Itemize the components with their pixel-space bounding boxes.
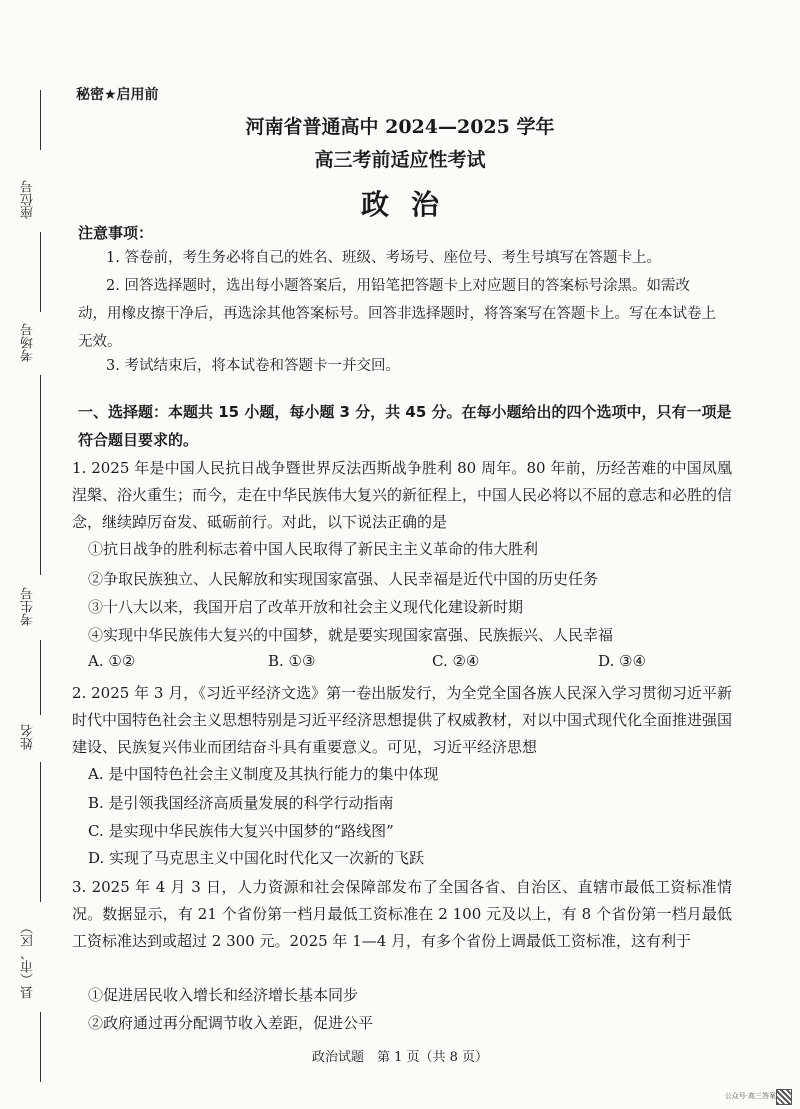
q3-item: ②政府通过再分配调节收入差距，促进公平 (88, 1014, 374, 1032)
notice-item: 3. 考试结束后，将本试卷和答题卡一并交回。 (106, 358, 400, 374)
question-3-stem: 3. 2025 年 4 月 3 日，人力资源和社会保障部发布了全国各省、自治区、直辖市最低工资标准情况。数据显示，有 21 个省份第一档月最低工资标准在 2 100 元及以上，有 8 个省份第一档月最低工资标准达到或超过 2 300 元。2025 年 1—4 月，有多个省份上调最低工资标准，这有利于 (72, 878, 732, 950)
notice-item: 2. 回答选择题时，选出每小题答案后，用铅笔把答题卡上对应题目的答案标号涂黑。如需改动，用橡皮擦干净后，再选涂其他答案标号。回答非选择题时，将答案写在答题卡上。写在本试卷上无效。 (78, 278, 716, 350)
q1-item: ②争取民族独立、人民解放和实现国家富强、人民幸福是近代中国的历史任务 (88, 570, 599, 588)
margin-line (40, 640, 41, 715)
exam-title: 河南省普通高中 2024—2025 学年 (245, 116, 555, 138)
exam-subtitle: 高三考前适应性考试 (314, 149, 486, 171)
notice-heading: 注意事项： (78, 224, 154, 242)
q1-item: ③十八大以来，我国开启了改革开放和社会主义现代化建设新时期 (88, 598, 524, 616)
section-heading: 一、选择题：本题共 15 小题，每小题 3 分，共 45 分。在每小题给出的四个选项中，只有一项是符合题目要求的。 (78, 403, 732, 449)
q2-option-b: B. 是引领我国经济高质量发展的科学行动指南 (88, 794, 394, 812)
notice-item: 1. 答卷前，考生务必将自己的姓名、班级、考场号、座位号、考生号填写在答题卡上。 (106, 250, 661, 266)
exam-room-label: 考场号 (21, 323, 36, 363)
student-number-label: 考生号 (21, 587, 36, 627)
q3-item: ①促进居民收入增长和经济增长基本同步 (88, 986, 359, 1004)
q2-option-d: D. 实现了马克思主义中国化时代化又一次新的飞跃 (88, 849, 425, 867)
q2-option-c: C. 是实现中华民族伟大复兴中国梦的“路线图” (88, 822, 394, 840)
seat-number-label: 座位号 (21, 180, 36, 220)
q1-choice-b: B. ①③ (268, 652, 316, 670)
confidential-mark: 秘密★启用前 (76, 87, 159, 103)
question-1-stem: 1. 2025 年是中国人民抗日战争暨世界反法西斯战争胜利 80 周年。80 年前，历经苦难的中国凤凰涅槃、浴火重生；而今，走在中华民族伟大复兴的新征程上，中国人民必将以不屈的意志和必胜的信念，继续踔厉奋发、砥砺前行。对此，以下说法正确的是 (72, 459, 733, 531)
page-footer: 政治试题 第 1 页（共 8 页） (311, 1050, 489, 1065)
q1-choice-c: C. ②④ (432, 652, 480, 670)
name-label: 姓名 (21, 724, 36, 750)
margin-line (40, 762, 41, 902)
q1-choice-d: D. ③④ (598, 652, 646, 670)
margin-line (40, 375, 41, 575)
county-label: 县（市、区） (21, 921, 36, 999)
q1-choice-a: A. ①② (88, 652, 136, 670)
q1-item: ④实现中华民族伟大复兴的中国梦，就是要实现国家富强、民族振兴、人民幸福 (88, 626, 614, 644)
question-2-stem: 2. 2025 年 3 月，《习近平经济文选》第一卷出版发行，为全党全国各族人民深入学习贯彻习近平新时代中国特色社会主义思想特别是习近平经济思想提供了权威教材，对以中国式现代化全面推进强国建设、民族复兴伟业而团结奋斗具有重要意义。可见，习近平经济思想 (72, 684, 733, 756)
q1-item: ①抗日战争的胜利标志着中国人民取得了新民主主义革命的伟大胜利 (88, 540, 539, 558)
qr-code-icon (776, 1089, 792, 1105)
margin-line (40, 232, 41, 312)
watermark: 公众号·高三答案 (724, 1092, 776, 1100)
q2-option-a: A. 是中国特色社会主义制度及其执行能力的集中体现 (88, 765, 439, 783)
subject-title: 政治 (360, 188, 461, 221)
